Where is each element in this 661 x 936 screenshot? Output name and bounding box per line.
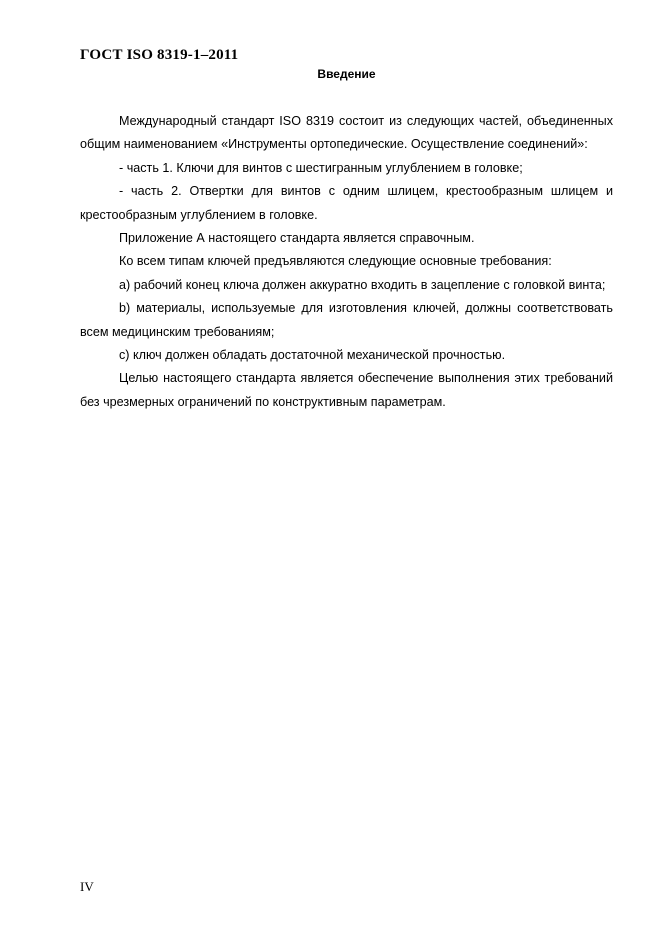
requirement-item-b: b) материалы, используемые для изготовления ключей, должны соответствовать всем медицинским требованиям; <box>80 301 613 339</box>
paragraph-requirements-intro: Ко всем типам ключей предъявляются следующие основные требования: <box>119 254 552 269</box>
list-item-part-1: - часть 1. Ключи для винтов с шестигранным углублением в головке; <box>119 160 523 175</box>
requirement-item-c: с) ключ должен обладать достаточной механической прочностью. <box>119 348 506 363</box>
list-item-part-2: - часть 2. Отвертки для винтов с одним шлицем, крестообразным шлицем и крестообразным углублением в головке. <box>80 184 613 222</box>
paragraph-annex-note: Приложение А настоящего стандарта является справочным. <box>119 231 475 246</box>
requirement-item-a: a) рабочий конец ключа должен аккуратно входить в зацепление с головкой винта; <box>119 277 606 292</box>
page-number: IV <box>80 879 94 894</box>
paragraph-purpose: Целью настоящего стандарта является обеспечение выполнения этих требований без чрезмерных ограничений по конструктивным параметрам. <box>80 371 613 409</box>
paragraph-intro: Международный стандарт ISO 8319 состоит из следующих частей, объединенных общим наименованием «Инструменты ортопедические. Осуществление соединений»: <box>80 114 613 152</box>
document-body <box>80 110 613 414</box>
section-title: Введение <box>317 67 376 81</box>
document-code-header: ГОСТ ISO 8319-1–2011 <box>80 47 239 63</box>
